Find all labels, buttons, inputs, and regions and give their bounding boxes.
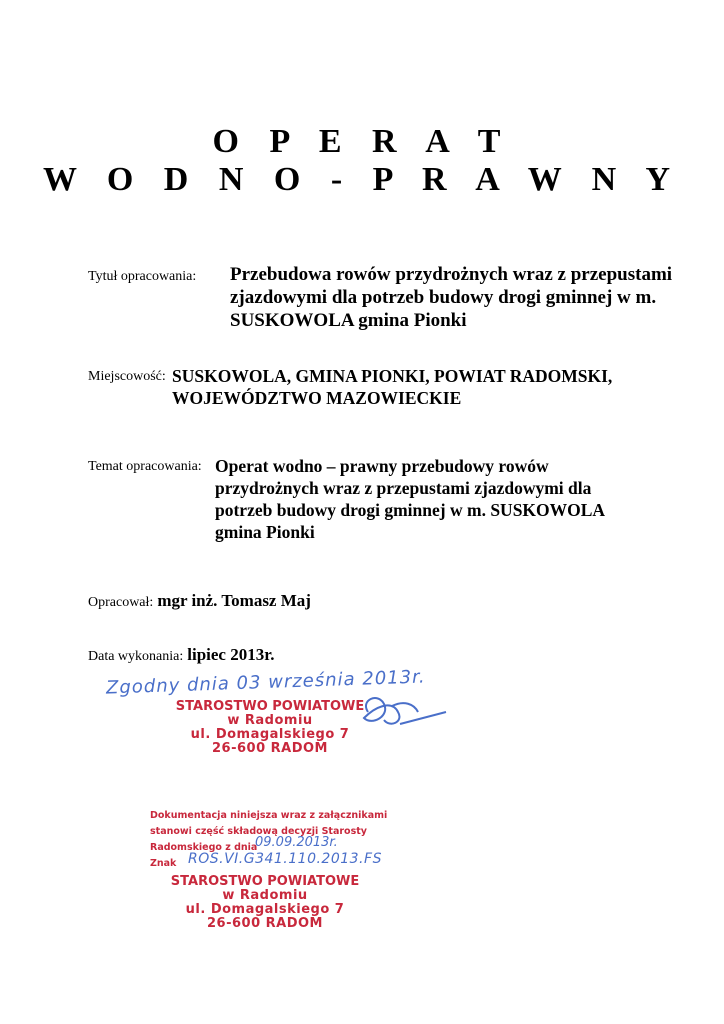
title-value: Przebudowa rowów przydrożnych wraz z przepustami zjazdowymi dla potrzeb budowy drogi gminnej w m. SUSKOWOLA gmina Pionki xyxy=(230,264,673,331)
topic-value: Operat wodno – prawny przebudowy rowów przydrożnych wraz z przepustami zjazdowymi dla potrzeb budowy drogi gminnej w m. SUSKOWOLA gmina Pionki xyxy=(215,456,605,542)
doc-note-line4: Znak xyxy=(150,858,177,869)
handwritten-approval-note: Zgodny dnia 03 września 2013r. xyxy=(105,666,426,699)
stamp1-line1: STAROSTWO POWIATOWE xyxy=(175,699,365,714)
place-value: SUSKOWOLA, GMINA PIONKI, POWIAT RADOMSKI, WOJEWÓDZTWO MAZOWIECKIE xyxy=(172,366,613,408)
doc-note-line3: Radomskiego z dnia xyxy=(150,842,258,853)
topic-label: Temat opracowania: xyxy=(88,459,202,474)
document-title-line2: W O D N O - P R A W N Y xyxy=(42,161,682,198)
title-label: Tytuł opracowania: xyxy=(88,269,197,284)
doc-note-line2: stanowi część składową decyzji Starosty xyxy=(150,826,367,837)
document-title-line1: O P E R A T xyxy=(212,123,512,160)
stamp2-line1: STAROSTWO POWIATOWE xyxy=(170,874,360,889)
date-label: Data wykonania: xyxy=(88,649,184,664)
office-stamp-2 xyxy=(150,875,380,931)
handwritten-decision-date: 09.09.2013r. xyxy=(255,835,338,850)
stamp1-line2: w Radomiu xyxy=(227,713,313,728)
author-label: Opracował: xyxy=(88,595,154,610)
stamp1-line4: 26-600 RADOM xyxy=(212,741,328,756)
doc-note-line1: Dokumentacja niniejsza wraz z załącznikami xyxy=(150,810,388,821)
office-stamp-1 xyxy=(160,700,380,756)
date-value: lipiec 2013r. xyxy=(187,645,275,664)
handwritten-reference-number: ROS.VI.G341.110.2013.FS xyxy=(188,851,382,867)
stamp2-line3: ul. Domagalskiego 7 xyxy=(185,902,345,917)
author-value: mgr inż. Tomasz Maj xyxy=(157,591,311,610)
stamp2-line4: 26-600 RADOM xyxy=(207,916,323,931)
stamp1-line3: ul. Domagalskiego 7 xyxy=(190,727,350,742)
place-label: Miejscowość: xyxy=(88,369,166,384)
stamp2-line2: w Radomiu xyxy=(222,888,308,903)
